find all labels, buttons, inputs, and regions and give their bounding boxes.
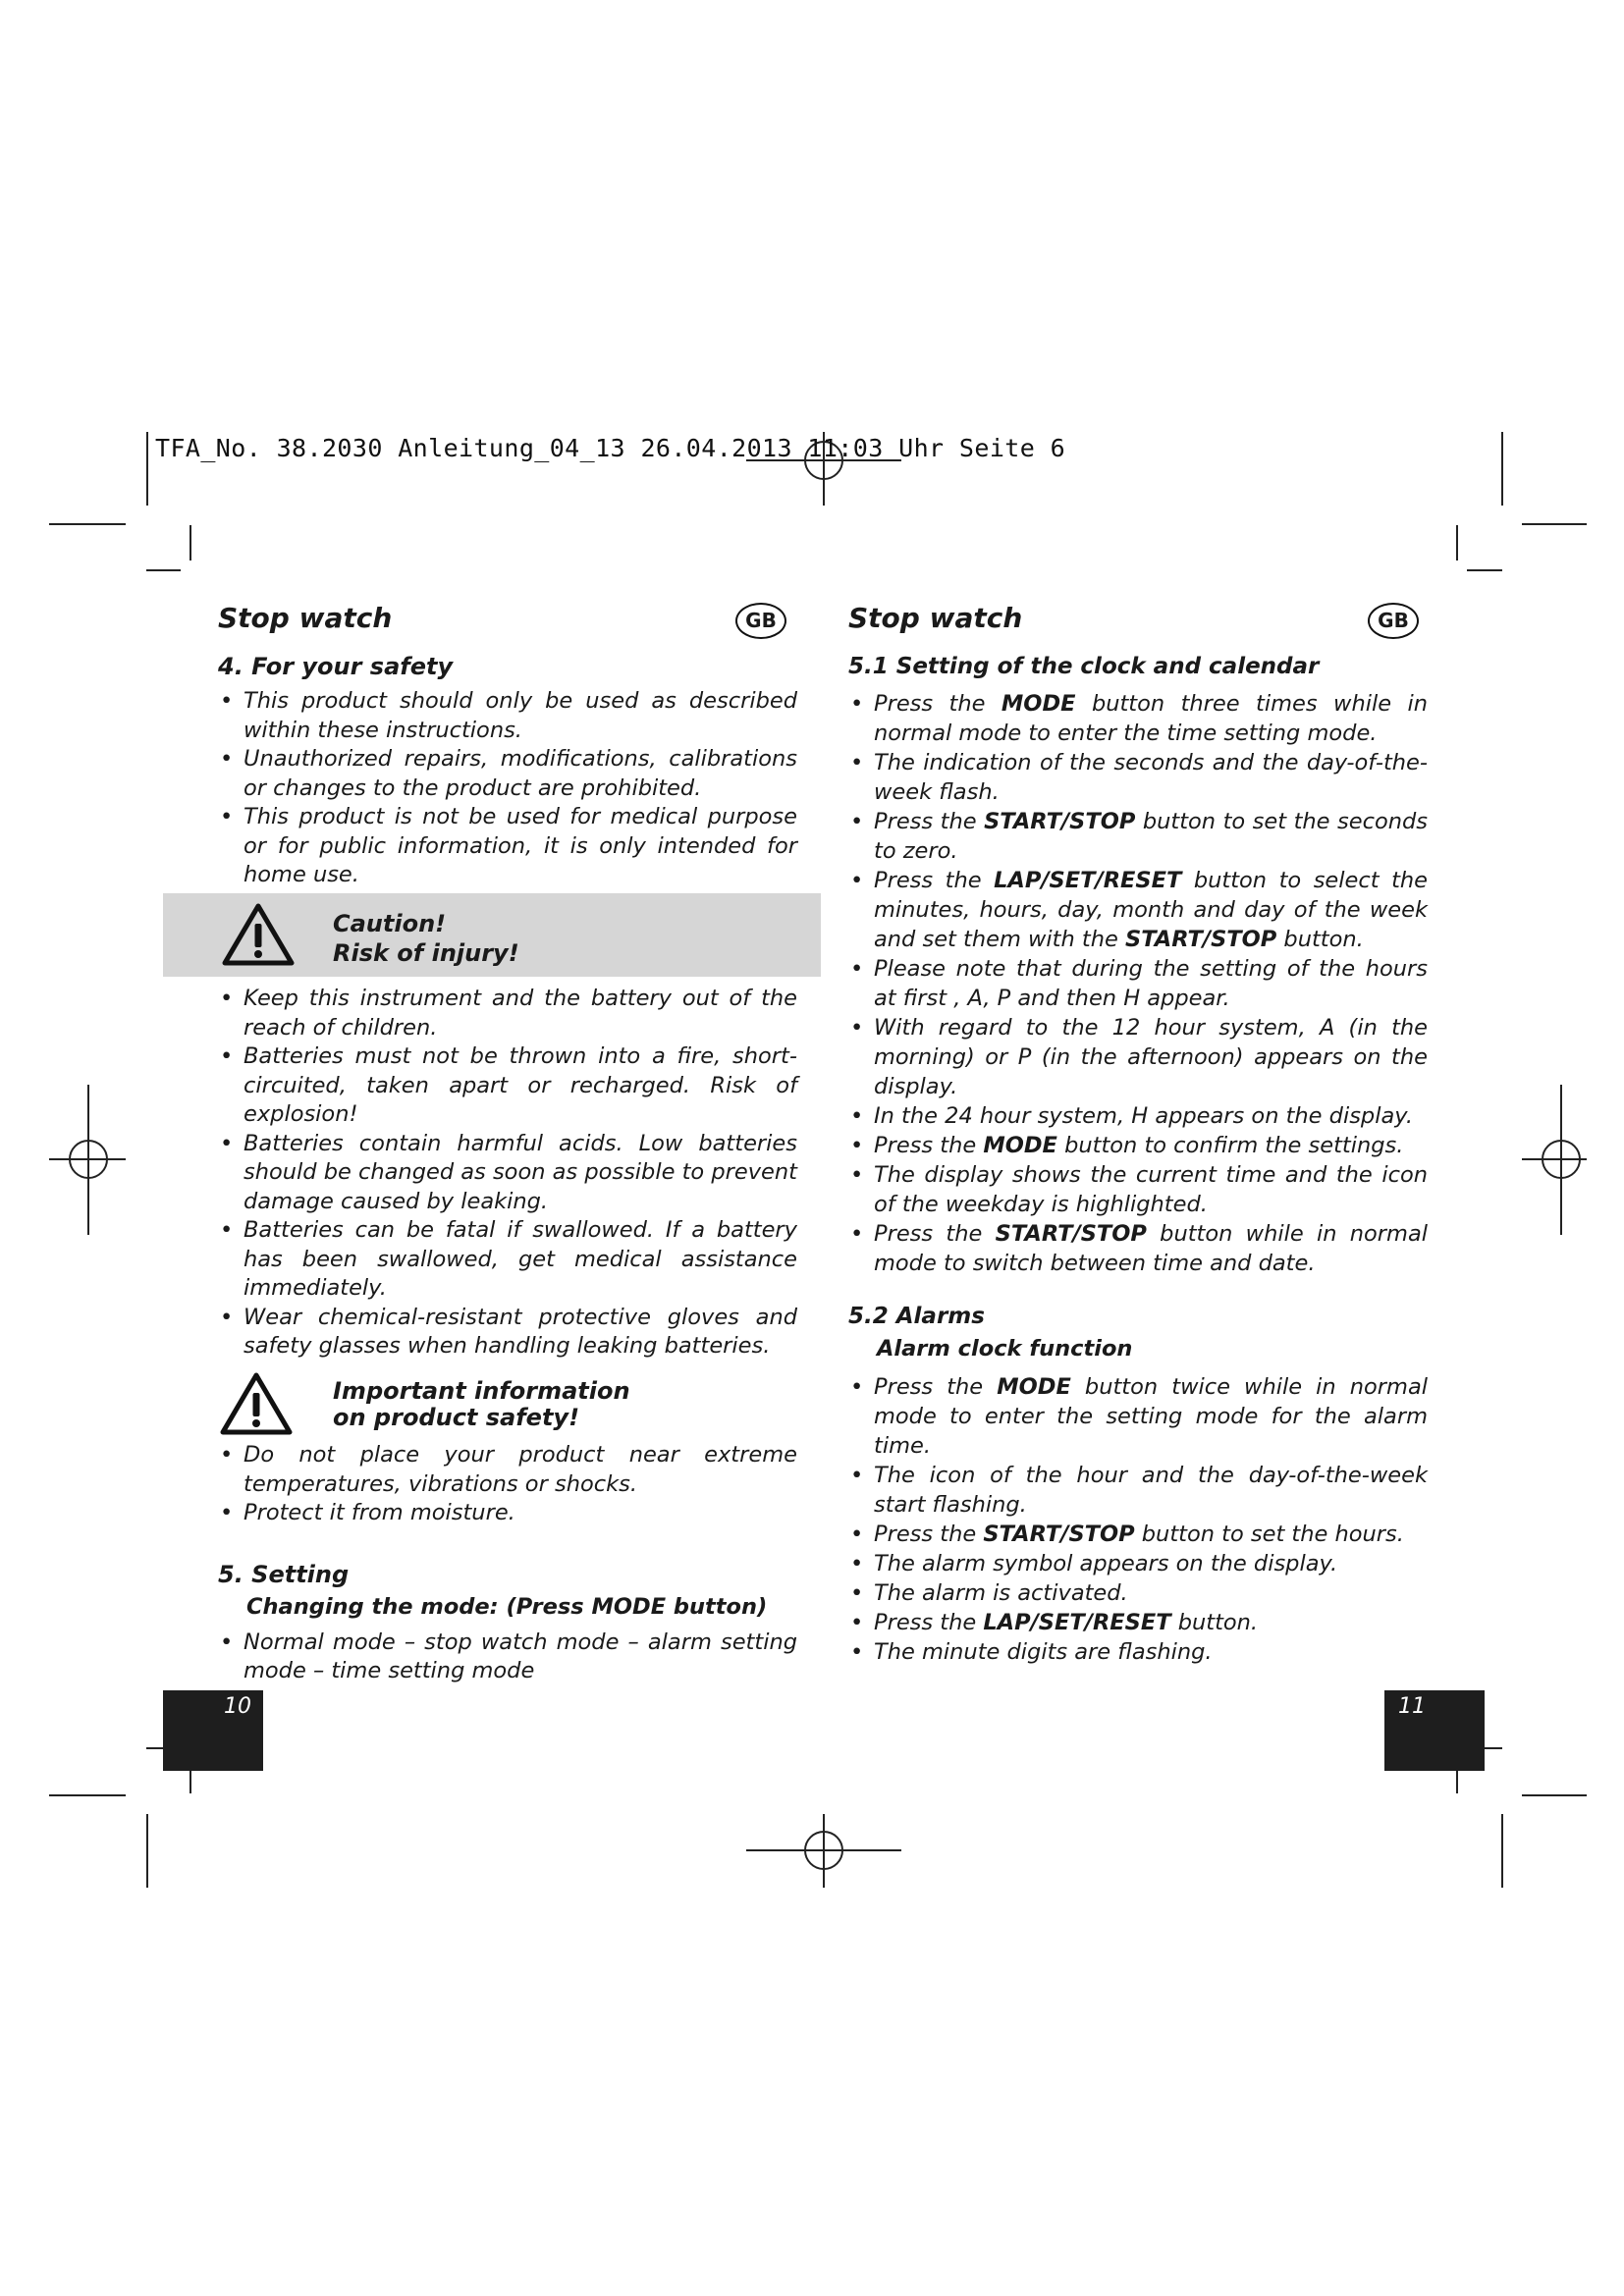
warning-triangle-icon (222, 902, 295, 967)
list-item-text: button to set the hours. (1134, 1522, 1404, 1547)
setting-list (218, 1629, 797, 1686)
list-item-text: Press the (874, 1133, 984, 1158)
list-item (848, 1608, 1428, 1637)
setting-subtitle: Changing the mode: (Press MODE button) (246, 1593, 768, 1620)
list-item: • This product is not be used for medical purpose or for public information, it is only intended for home use. (218, 803, 797, 890)
list-item-text: Please note that during the setting of the hours at first , A, P and then H appear. (874, 956, 1428, 1011)
left-page (218, 599, 797, 890)
right-page (848, 599, 1428, 1667)
list-item (848, 1578, 1428, 1608)
list-item: • Batteries can be fatal if swallowed. If a battery has been swallowed, get medical assistance immediately. (218, 1216, 797, 1304)
list-item-text: The alarm symbol appears on the display. (874, 1551, 1338, 1576)
list-item (848, 1101, 1428, 1131)
list-item-text: Press the (874, 691, 1001, 717)
list-item: • Batteries must not be thrown into a fire, short-circuited, taken apart or recharged. Risk of explosion! (218, 1042, 797, 1130)
page-number-text: 11 (1398, 1694, 1426, 1719)
list-item-text: Press the (874, 1610, 984, 1635)
list-item-text: button to confirm the settings. (1056, 1133, 1404, 1158)
caution-line-2: Risk of injury! (333, 939, 519, 967)
list-item-text: button. (1170, 1610, 1259, 1635)
list-item-text: The indication of the seconds and the day-of-the-week flash. (874, 750, 1428, 805)
product-safety-list (218, 1441, 797, 1528)
section-title-setting: 5. Setting (218, 1560, 350, 1588)
list-item-text: The display shows the current time and the icon of the weekday is highlighted. (874, 1162, 1428, 1217)
list-item: • Do not place your product near extreme temperatures, vibrations or shocks. (218, 1441, 797, 1499)
page-title: Stop watch (848, 602, 1023, 634)
button-name: LAP/SET/RESET (994, 868, 1182, 893)
list-item (848, 1219, 1428, 1278)
list-item (848, 1461, 1428, 1520)
list-item (848, 1013, 1428, 1101)
language-badge: GB (1368, 603, 1419, 639)
list-item-text: button three times while in normal mode to enter the time setting mode. (874, 691, 1428, 746)
button-name: MODE (1001, 691, 1076, 717)
product-section (218, 1441, 797, 1686)
clock-setting-list (848, 689, 1428, 1278)
caution-line-1: Caution! (333, 910, 447, 937)
list-item (848, 1160, 1428, 1219)
list-item-text: button twice while in normal mode to enter the setting mode for the alarm time. (874, 1374, 1428, 1459)
warning-triangle-icon (220, 1371, 293, 1436)
battery-section (218, 985, 797, 1362)
page-title: Stop watch (218, 602, 393, 634)
list-item (848, 1520, 1428, 1549)
button-name: MODE (983, 1133, 1057, 1158)
list-item-text: button while in normal mode to switch between time and date. (874, 1221, 1428, 1276)
list-item-text: The icon of the hour and the day-of-the-week start flashing. (874, 1463, 1428, 1518)
list-item: • This product should only be used as described within these instructions. (218, 687, 797, 745)
list-item-text: Press the (874, 1522, 984, 1547)
important-line-2: on product safety! (333, 1404, 580, 1431)
caution-heading (333, 909, 519, 968)
list-item-text: button to set the seconds to zero. (874, 809, 1428, 864)
section-title-safety: 4. For your safety (218, 653, 454, 680)
list-item-text: button. (1276, 927, 1364, 952)
registration-target-right (1522, 1085, 1587, 1235)
button-name: START/STOP (995, 1221, 1147, 1247)
list-item-text: Press the (874, 1221, 996, 1247)
list-item: • Wear chemical-resistant protective gloves and safety glasses when handling leaking batteries. (218, 1304, 797, 1362)
list-item-text: With regard to the 12 hour system, A (in the morning) or P (in the afternoon) appears on the display. (874, 1015, 1428, 1099)
list-item-text: Press the (874, 809, 985, 834)
list-item: • Normal mode – stop watch mode – alarm setting mode – time setting mode (218, 1629, 797, 1686)
list-item (848, 689, 1428, 748)
safety-list (218, 687, 797, 890)
list-item: • Unauthorized repairs, modifications, calibrations or changes to the product are prohibited. (218, 745, 797, 803)
alarm-subtitle: Alarm clock function (877, 1336, 1133, 1362)
page-number-text: 10 (224, 1694, 251, 1719)
list-item: • Protect it from moisture. (218, 1499, 797, 1528)
list-item (848, 748, 1428, 807)
button-name: MODE (997, 1374, 1071, 1400)
button-name: START/STOP (1124, 927, 1277, 952)
list-item (848, 954, 1428, 1013)
registration-target-bottom (746, 1814, 901, 1888)
button-name: START/STOP (984, 809, 1136, 834)
important-line-1: Important information (333, 1377, 630, 1405)
list-item: • Batteries contain harmful acids. Low batteries should be changed as soon as possible to prevent damage caused by leaking. (218, 1130, 797, 1217)
print-slug-header: TFA_No. 38.2030 Anleitung_04_13 26.04.2013 11:03 Uhr Seite 6 (155, 434, 1066, 462)
list-item (848, 866, 1428, 954)
list-item (848, 1131, 1428, 1160)
alarm-list (848, 1372, 1428, 1667)
list-item-text: Press the (874, 868, 995, 893)
list-item (848, 1372, 1428, 1461)
page-number-left (163, 1690, 263, 1771)
section-title-alarms: 5.2 Alarms (848, 1304, 985, 1329)
registration-target-left (49, 1085, 126, 1235)
list-item-text: The minute digits are flashing. (874, 1639, 1213, 1665)
section-title-clock: 5.1 Setting of the clock and calendar (848, 654, 1320, 679)
button-name: LAP/SET/RESET (983, 1610, 1171, 1635)
list-item-text: The alarm is activated. (874, 1580, 1128, 1606)
list-item-text: Press the (874, 1374, 998, 1400)
list-item-text: In the 24 hour system, H appears on the display. (874, 1103, 1413, 1129)
battery-list (218, 985, 797, 1362)
list-item (848, 1637, 1428, 1667)
list-item (848, 1549, 1428, 1578)
list-item-text: button to select the minutes, hours, day, month and day of the week and set them with the (874, 868, 1428, 952)
important-heading (333, 1378, 630, 1431)
list-item (848, 807, 1428, 866)
page-number-right (1384, 1690, 1485, 1771)
button-name: START/STOP (983, 1522, 1135, 1547)
language-badge: GB (735, 603, 786, 639)
list-item: • Keep this instrument and the battery out of the reach of children. (218, 985, 797, 1042)
